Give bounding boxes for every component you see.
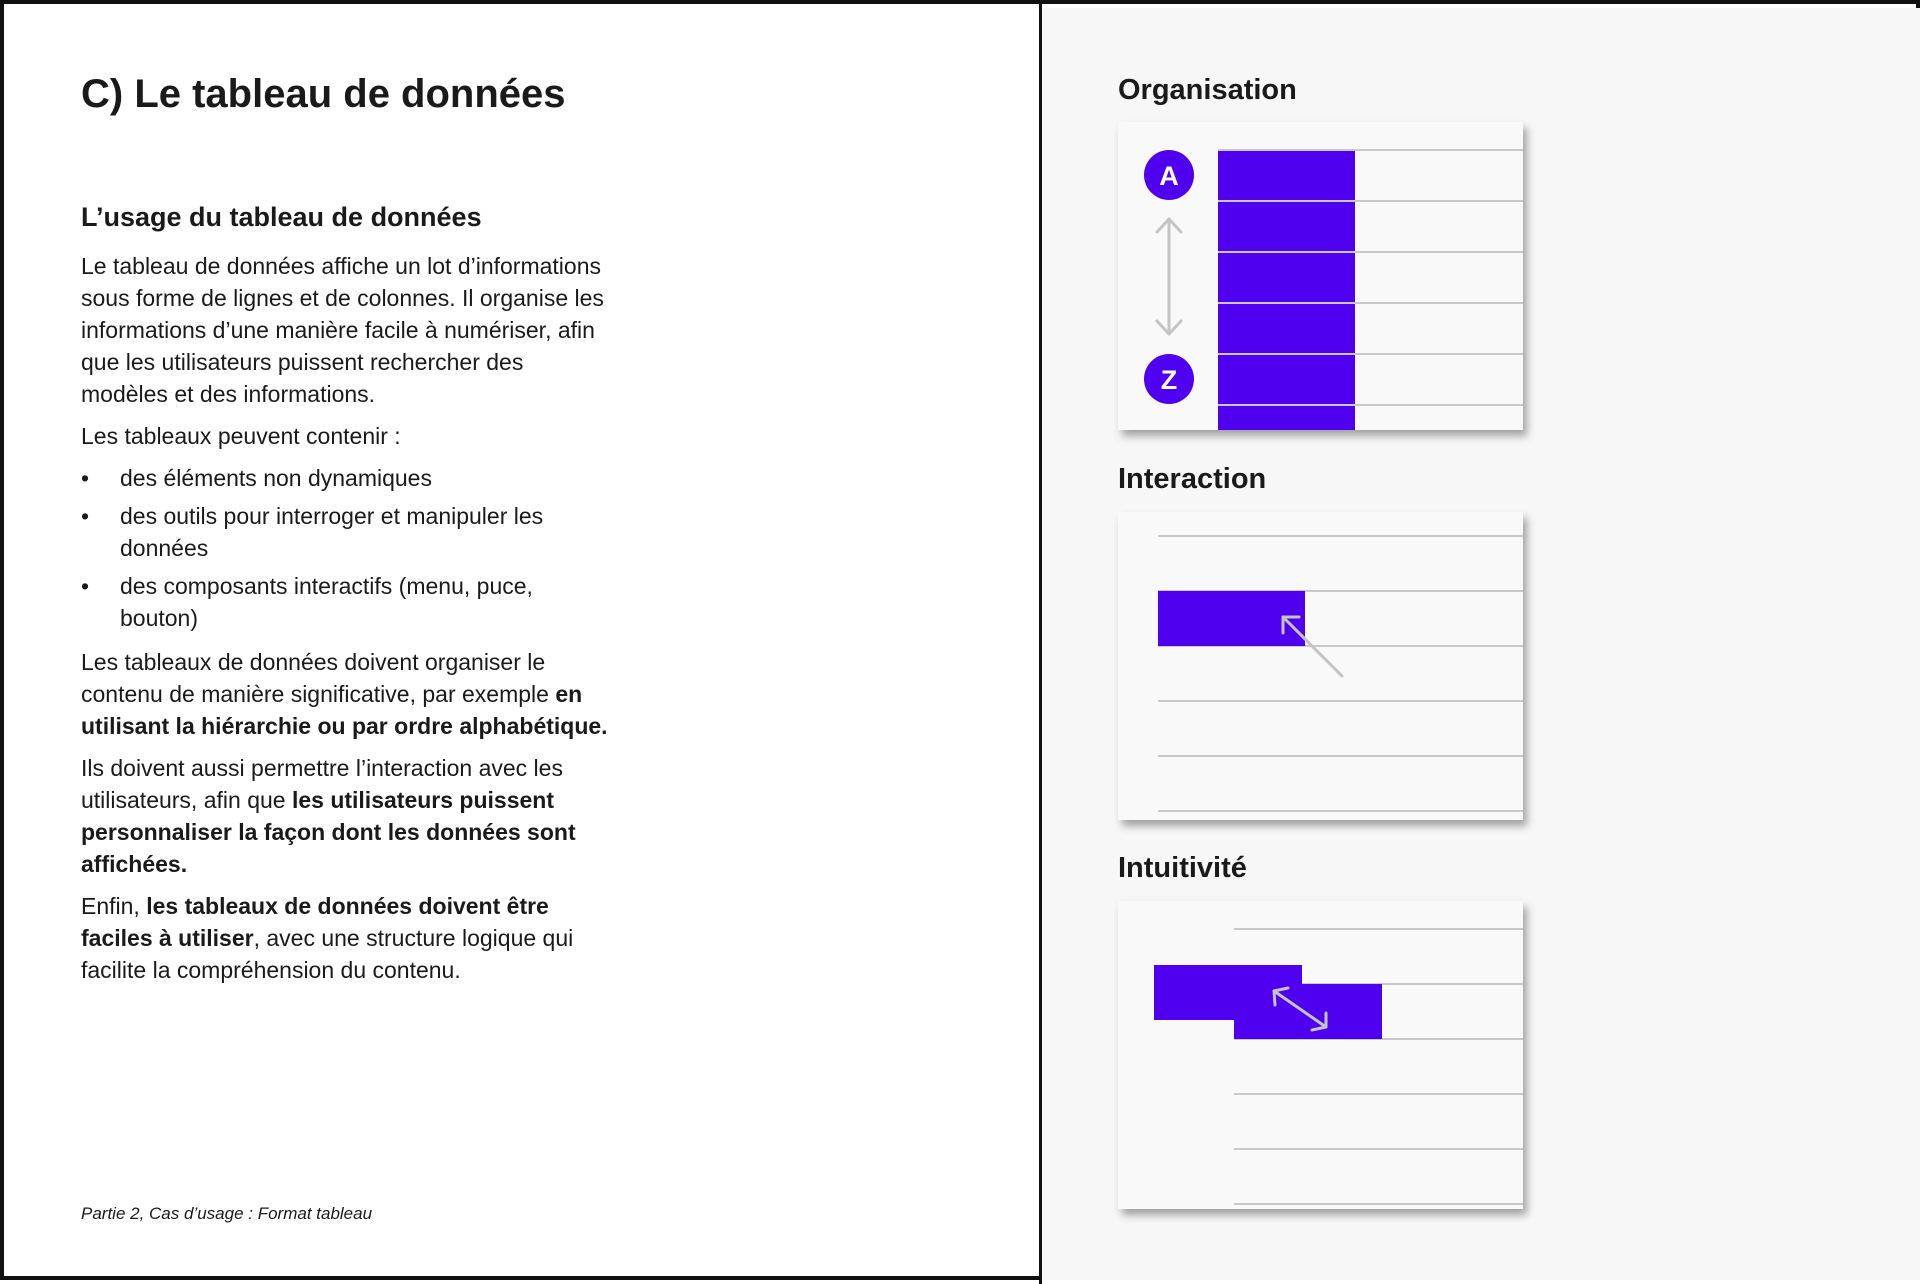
organisation-svg bbox=[1118, 122, 1523, 430]
paragraph-interaction bbox=[81, 752, 611, 880]
intuitivite-svg bbox=[1118, 901, 1523, 1209]
paragraph-text: , avec une structure logique qui facilite la compréhension du contenu. bbox=[81, 925, 574, 983]
badge-a-label: A bbox=[1159, 161, 1179, 191]
paragraph-text: Enfin, bbox=[81, 893, 147, 919]
paragraph-text: Les tableaux de données doivent organiser le contenu de manière significative, par exemple bbox=[81, 649, 556, 707]
dragged-cell bbox=[1154, 965, 1302, 1020]
figure-title-organisation: Organisation bbox=[1118, 74, 1297, 106]
list-item-text: des éléments non dynamiques bbox=[120, 465, 432, 491]
list-item bbox=[81, 462, 611, 494]
figure-title-interaction: Interaction bbox=[1118, 463, 1267, 495]
organisation-illustration bbox=[1118, 122, 1523, 430]
paragraph-text: Ils doivent aussi permettre l’interaction avec les utilisateurs, afin que bbox=[81, 755, 563, 813]
paragraph-organisation bbox=[81, 646, 611, 742]
paragraph-emphasis: les utilisateurs puissent personnaliser la façon dont les données sont affichées. bbox=[81, 787, 576, 877]
list-item bbox=[81, 500, 611, 564]
paragraph-usability bbox=[81, 890, 611, 986]
page-footer: Partie 2, Cas d’usage : Format tableau bbox=[81, 1204, 373, 1223]
left-page bbox=[4, 4, 1039, 1284]
bullet-glyph: • bbox=[81, 465, 90, 491]
highlighted-column bbox=[1218, 150, 1355, 430]
bullet-glyph: • bbox=[81, 573, 90, 599]
figure-title-intuitivite: Intuitivité bbox=[1118, 852, 1247, 884]
right-page bbox=[1042, 8, 1920, 1280]
list-item-text: des outils pour interroger et manipuler les données bbox=[120, 503, 544, 561]
section-heading: L’usage du tableau de données bbox=[81, 202, 482, 232]
badge-z-label: Z bbox=[1160, 365, 1178, 395]
vertical-double-arrow-icon bbox=[1157, 219, 1181, 334]
body-text bbox=[81, 250, 611, 996]
interaction-illustration bbox=[1118, 512, 1523, 820]
paragraph-emphasis: les tableaux de données doivent être faciles à utiliser bbox=[81, 893, 549, 951]
bullet-list bbox=[81, 462, 611, 634]
paragraph-intro: Le tableau de données affiche un lot d’informations sous forme de lignes et de colonnes. Il organise les informations d’une manière facile à numériser, afin que les utilisateurs puissent rechercher des modèles et des informations. bbox=[81, 253, 604, 407]
page-title: C) Le tableau de données bbox=[81, 72, 566, 116]
list-intro: Les tableaux peuvent contenir : bbox=[81, 423, 401, 449]
list-item bbox=[81, 570, 611, 634]
interaction-svg bbox=[1118, 512, 1523, 820]
paragraph-emphasis: en utilisant la hiérarchie ou par ordre alphabétique. bbox=[81, 681, 608, 739]
list-item-text: des composants interactifs (menu, puce, bouton) bbox=[120, 573, 533, 631]
intuitivite-illustration bbox=[1118, 901, 1523, 1209]
bullet-glyph: • bbox=[81, 503, 90, 529]
